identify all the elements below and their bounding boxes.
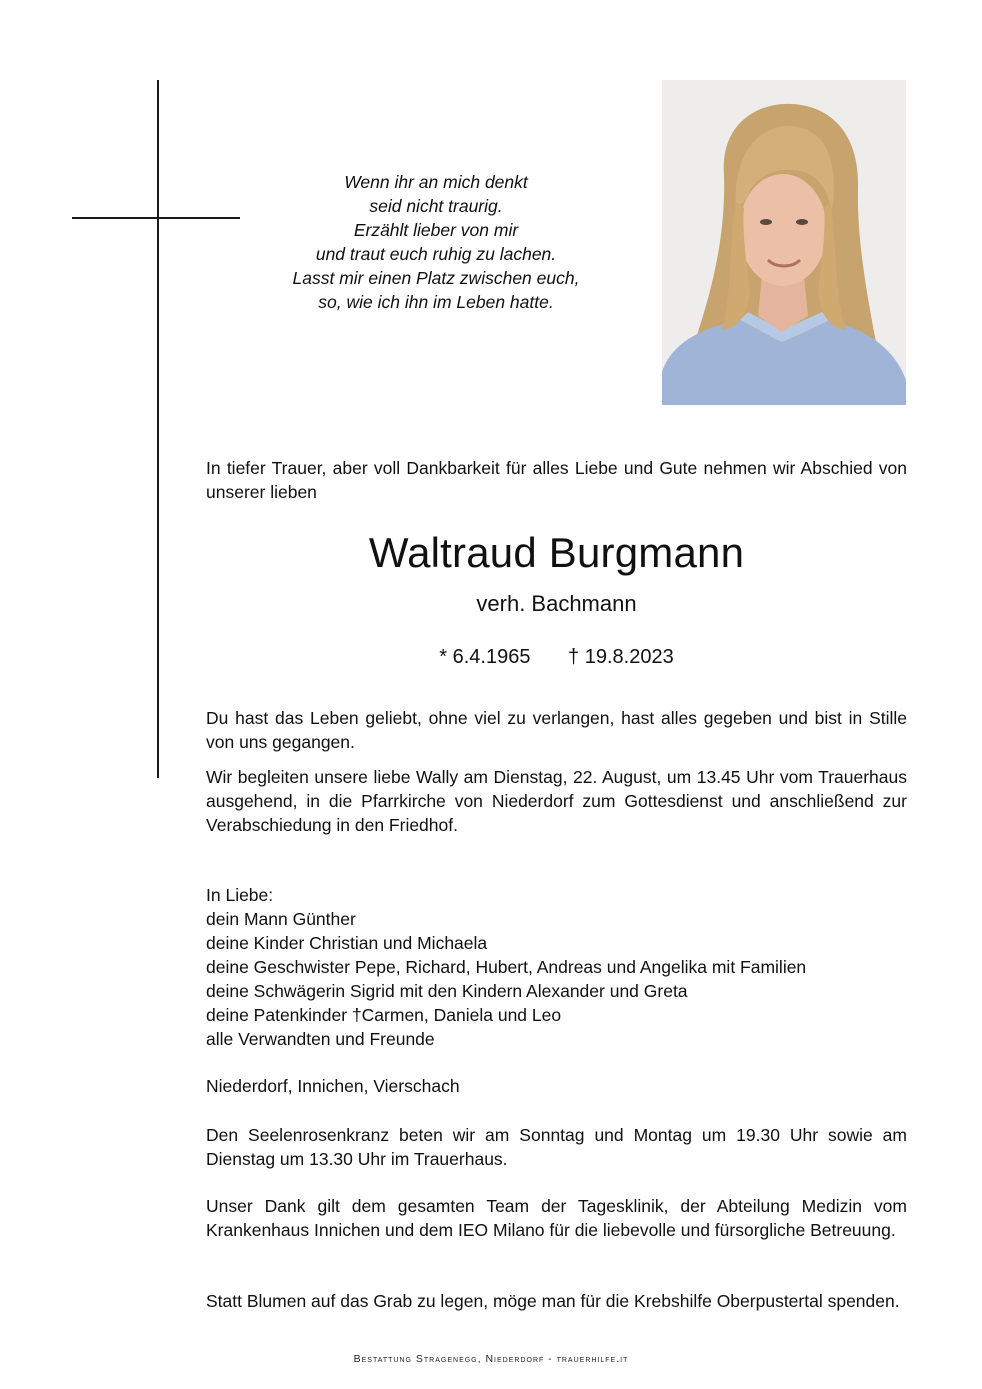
deceased-name: Waltraud Burgmann	[368, 529, 745, 576]
portrait-photo	[662, 80, 906, 405]
tribute-paragraph: Du hast das Leben geliebt, ohne viel zu verlangen, hast alles gegeben und bist in Stille von uns gegangen.	[206, 708, 907, 752]
donation-notice: Statt Blumen auf das Grab zu legen, möge man für die Krebshilfe Oberpustertal spenden.	[206, 1291, 900, 1311]
poem-line: Erzählt lieber von mir	[353, 220, 519, 240]
death-date: † 19.8.2023	[568, 646, 674, 668]
mourner-line: deine Patenkinder †Carmen, Daniela und Leo	[206, 1005, 562, 1025]
poem-line: und traut euch ruhig zu lachen.	[315, 244, 557, 264]
mourner-line: deine Schwägerin Sigrid mit den Kindern Alexander und Greta	[206, 981, 688, 1001]
mourner-line: alle Verwandten und Freunde	[206, 1029, 435, 1049]
poem-line: Lasst mir einen Platz zwischen euch,	[292, 268, 580, 288]
poem-line: seid nicht traurig.	[369, 196, 503, 216]
mourner-line: dein Mann Günther	[206, 909, 356, 929]
funeral-details: Wir begleiten unsere liebe Wally am Dienstag, 22. August, um 13.45 Uhr vom Trauerhaus ausgehend, in die Pfarrkirche von Niederdorf zum Gottesdienst und anschließend zur Verabschiedung in den Friedhof.	[206, 767, 907, 835]
mourner-line: deine Geschwister Pepe, Richard, Hubert, Andreas und Angelika mit Familien	[206, 957, 807, 977]
poem-line: Wenn ihr an mich denkt	[344, 172, 528, 192]
mourners-heading: In Liebe:	[206, 885, 274, 905]
portrait-illustration	[662, 80, 906, 405]
cross-vertical-bar	[157, 80, 159, 778]
life-dates	[206, 644, 907, 670]
intro-text: In tiefer Trauer, aber voll Dankbarkeit für alles Liebe und Gute nehmen wir Abschied von unserer lieben	[206, 458, 907, 502]
married-name: verh. Bachmann	[476, 591, 637, 616]
memorial-poem	[268, 170, 604, 314]
mourner-line: deine Kinder Christian und Michaela	[206, 933, 488, 953]
thanks-notice: Unser Dank gilt dem gesamten Team der Tagesklinik, der Abteilung Medizin vom Krankenhaus Innichen und dem IEO Milano für die liebevolle und fürsorgliche Betreuung.	[206, 1196, 907, 1240]
funeral-home-footer: Bestattung Stragenegg, Niederdorf - trauerhilfe.it	[353, 1353, 629, 1365]
poem-line: so, wie ich ihn im Leben hatte.	[318, 292, 554, 312]
birth-date: * 6.4.1965	[439, 646, 531, 668]
mourners-list	[206, 883, 966, 1051]
cross-horizontal-bar	[72, 217, 240, 219]
places-text: Niederdorf, Innichen, Vierschach	[206, 1076, 460, 1096]
rosary-notice: Den Seelenrosenkranz beten wir am Sonntag und Montag um 19.30 Uhr sowie am Dienstag um 13.30 Uhr im Trauerhaus.	[206, 1125, 907, 1169]
